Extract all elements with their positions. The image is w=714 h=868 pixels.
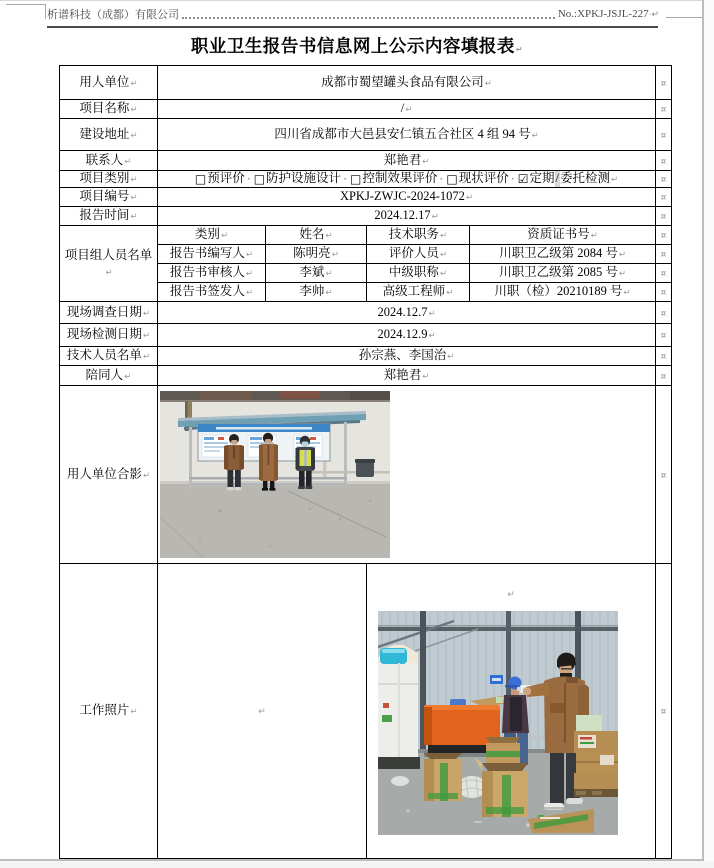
page-right-edge: [702, 0, 704, 861]
project-no-value-cell: XPKJ-ZWJC-2024-1072 ↵: [158, 188, 656, 207]
report-date-value-cell: 2024.12.17 ↵: [158, 207, 656, 226]
group-photo: [160, 391, 390, 558]
project-type-options: [160, 171, 653, 187]
page-title: 职业卫生报告书信息网上公示内容填报表 ↵: [0, 33, 714, 58]
row-group-photo: [60, 386, 672, 564]
dotted-leader: [182, 15, 555, 19]
team-role: 报告书审核人 ↵: [170, 265, 253, 279]
team-name: 李斌 ↵: [299, 265, 332, 279]
team-name: 李帅 ↵: [299, 284, 332, 298]
row-end-marker: [656, 100, 672, 119]
row-survey-date: [60, 302, 672, 324]
row-project-no: [60, 188, 672, 207]
team-cert: 川职（检）20210189 号 ↵: [494, 284, 630, 298]
survey-date-label-cell: 现场调查日期 ↵: [60, 302, 158, 324]
option-pre-evaluation: □ 预评价: [194, 171, 245, 186]
group-photo-label-cell: 用人单位合影 ↵: [60, 386, 158, 564]
group-photo-cell: [158, 386, 656, 564]
header-doc-number: No.:XPKJ-JSJL-227 ·↵: [558, 7, 659, 22]
checkbox-icon: · □: [446, 171, 458, 186]
row-end-marker: [656, 171, 672, 188]
margin-crop-mark: [666, 17, 703, 18]
row-end-marker: [656, 564, 672, 859]
address-value-cell: 四川省成都市大邑县安仁镇五合社区 4 组 94 号 ↵: [158, 119, 656, 151]
project-name-value-cell: / ↵: [158, 100, 656, 119]
row-end-marker: [656, 366, 672, 386]
row-end-marker: [656, 302, 672, 324]
page-right-background: [704, 0, 714, 868]
work-photo: [378, 611, 618, 835]
work-photo-cell: [367, 564, 656, 859]
row-project-name: [60, 100, 672, 119]
doc-header: [47, 7, 659, 22]
page-top-edge: [0, 0, 714, 1]
row-end-marker: [656, 226, 672, 245]
contact-value-cell: 郑艳君 ↵: [158, 151, 656, 171]
row-work-photo: [60, 564, 672, 859]
team-cert: 川职卫乙级第 2084 号 ↵: [499, 246, 626, 260]
employer-label-cell: 用人单位 ↵: [60, 66, 158, 100]
option-protection-design: · □ 防护设施设计: [245, 171, 341, 187]
row-end-marker: [656, 207, 672, 226]
row-team-header: [60, 226, 672, 245]
accompany-value-cell: 郑艳君 ↵: [158, 366, 656, 386]
team-role: 报告书编写人 ↵: [170, 246, 253, 260]
option-periodic-detection: · ☑ 定期 / 委托检测 ↵: [509, 171, 618, 187]
shaded-slash: /: [555, 171, 559, 186]
row-end-marker: [656, 324, 672, 347]
tech-staff-label-cell: 技术人员名单 ↵: [60, 347, 158, 366]
team-col-title: 技术职务 ↵: [367, 226, 470, 245]
project-name-label-cell: 项目名称 ↵: [60, 100, 158, 119]
checkbox-icon: · □: [253, 171, 266, 186]
row-address: [60, 119, 672, 151]
project-type-value-cell: [158, 171, 656, 188]
page-bottom-background: [0, 861, 714, 868]
row-project-type: [60, 171, 672, 188]
team-col-cert: 资质证书号 ↵: [470, 226, 656, 245]
row-end-marker: [656, 386, 672, 564]
row-end-marker: [656, 347, 672, 366]
row-end-marker: [656, 245, 672, 264]
page-bottom-edge: [0, 859, 703, 861]
work-photo-empty-cell: [158, 564, 367, 859]
row-contact: [60, 151, 672, 171]
team-col-role: 类别 ↵: [158, 226, 266, 245]
row-end-marker: [656, 66, 672, 100]
row-tech-staff: [60, 347, 672, 366]
detection-date-value-cell: 2024.12.9 ↵: [158, 324, 656, 347]
checkbox-icon: □: [194, 171, 207, 186]
team-title: 中级职称 ↵: [389, 265, 447, 279]
option-control-effect: · □ 控制效果评价: [341, 171, 437, 187]
row-end-marker: [656, 151, 672, 171]
project-type-label-cell: 项目类别 ↵: [60, 171, 158, 188]
row-accompany: [60, 366, 672, 386]
employer-value-cell: 成都市蜀望罐头食品有限公司 ↵: [158, 66, 656, 100]
checkbox-checked-icon: · ☑: [517, 171, 529, 186]
team-col-name: 姓名 ↵: [266, 226, 367, 245]
team-label-cell: 项目组人员名单 ↵: [60, 226, 158, 302]
margin-crop-mark: [6, 4, 46, 5]
contact-label-cell: 联系人 ↵: [60, 151, 158, 171]
margin-crop-mark: [45, 4, 46, 19]
survey-date-value-cell: 2024.12.7 ↵: [158, 302, 656, 324]
row-end-marker: [656, 119, 672, 151]
row-end-marker: [656, 264, 672, 283]
paragraph-mark: [369, 587, 653, 600]
project-no-label-cell: 项目编号 ↵: [60, 188, 158, 207]
row-end-marker: [656, 188, 672, 207]
team-cert: 川职卫乙级第 2085 号 ↵: [499, 265, 626, 279]
team-title: 高级工程师 ↵: [383, 284, 454, 298]
row-end-marker: [656, 283, 672, 302]
accompany-label-cell: 陪同人 ↵: [60, 366, 158, 386]
row-detection-date: [60, 324, 672, 347]
tech-staff-value-cell: 孙宗燕、李国治 ↵: [158, 347, 656, 366]
team-role: 报告书签发人 ↵: [170, 284, 253, 298]
team-title: 评价人员 ↵: [389, 246, 447, 260]
team-name: 陈明亮 ↵: [293, 246, 339, 260]
report-date-label-cell: 报告时间 ↵: [60, 207, 158, 226]
header-rule: [47, 26, 658, 28]
address-label-cell: 建设地址 ↵: [60, 119, 158, 151]
row-employer: [60, 66, 672, 100]
option-status-evaluation: · □ 现状评价: [437, 171, 508, 187]
header-company: 析谱科技（成都）有限公司: [47, 9, 179, 21]
work-photo-label-cell: 工作照片 ↵: [60, 564, 158, 859]
detection-date-label-cell: 现场检测日期 ↵: [60, 324, 158, 347]
checkbox-icon: · □: [350, 171, 362, 186]
report-form-table: [59, 65, 672, 859]
row-report-date: [60, 207, 672, 226]
